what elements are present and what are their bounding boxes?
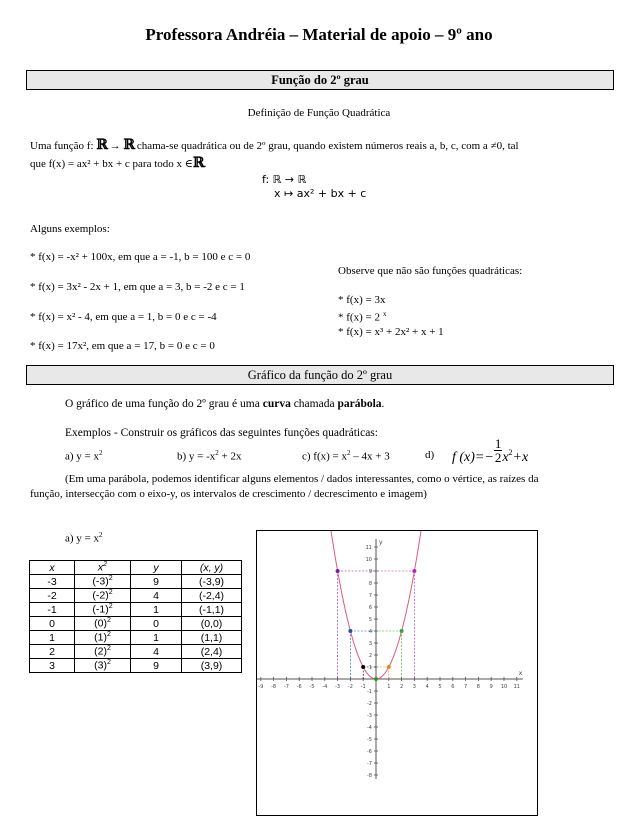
x-tick-label: 9 [489, 684, 493, 690]
table-cell: -2 [30, 589, 75, 603]
table-cell: $(0)^2$ [75, 617, 131, 631]
section-bar-funcao: Função do 2º grau [26, 70, 614, 90]
table-cell: -3 [30, 575, 75, 589]
observe-title: Observe que não são funções quadráticas: [338, 265, 523, 277]
x-tick-label: -3 [335, 684, 341, 690]
data-point [400, 629, 404, 633]
x-tick-label: 11 [513, 684, 520, 690]
page-title: Professora Andréia – Material de apoio – 9º ano [145, 25, 493, 44]
table-cell: $(3)^2$ [75, 659, 131, 673]
x-tick-label: -8 [271, 684, 277, 690]
table-cell: $(2)^2$ [75, 645, 131, 659]
table-row [30, 603, 242, 617]
parabola-graph [256, 530, 538, 816]
x-tick-label: 6 [451, 684, 455, 690]
y-axis-label: y [379, 539, 383, 546]
note-line-1: (Em uma parábola, podemos identificar alguns elementos / dados interessantes, como o vértice, as raízes da [65, 473, 539, 485]
x-tick-label: 5 [438, 684, 442, 690]
table-cell: $(-2)^2$ [75, 589, 131, 603]
table-header: y [131, 561, 182, 575]
definition-formula: f: ℝ → ℝ x ↦ ax² + bx + c [262, 173, 367, 200]
data-point [387, 665, 391, 669]
x-tick-label: -9 [258, 684, 264, 690]
table-cell: 4 [131, 645, 182, 659]
table-header: $x^2$ [75, 561, 131, 575]
y-tick-label: -8 [367, 773, 372, 779]
y-tick-label: 6 [368, 605, 372, 611]
x-tick-label: -2 [347, 684, 353, 690]
table-row [30, 631, 242, 645]
x-tick-label: 10 [500, 684, 508, 690]
y-tick-label: -3 [367, 713, 372, 719]
definition-subtitle: Definição de Função Quadrática [247, 107, 391, 119]
exercise-b: b) $y = -x^2 + 2x$ [177, 449, 242, 463]
graph-canvas [257, 531, 537, 815]
y-tick-label: 7 [368, 593, 372, 599]
table-cell: 0 [30, 617, 75, 631]
exercise-d-formula: f (x)=− $\frac{1}{2}$ x2+x [452, 436, 529, 465]
non-quadratic-2: * f(x) = 2 $^x$ [338, 310, 387, 324]
y-tick-label: 2 [368, 653, 372, 659]
x-tick-label: -5 [309, 684, 315, 690]
section-bar-grafico: Gráfico da função do 2º grau [26, 365, 614, 385]
x-tick-label: 2 [400, 684, 404, 690]
table-cell: $(-3)^2$ [75, 575, 131, 589]
y-tick-label: 10 [365, 557, 372, 563]
exercise-d-label: d) [425, 449, 435, 461]
table-row [30, 589, 242, 603]
definition-line-2: que f(x) = ax² + bx + c para todo x ∈ℝ. [30, 155, 207, 171]
note-line-2: função, intersecção com o eixo-y, os intervalos de crescimento / decrescimento e imagem) [30, 488, 427, 500]
table-cell: (2,4) [182, 645, 242, 659]
y-tick-label: -7 [367, 761, 372, 767]
data-point [374, 677, 378, 681]
x-tick-label: 3 [412, 684, 416, 690]
y-tick-label: 3 [368, 641, 372, 647]
example-1: * f(x) = -x² + 100x, em que a = -1, b = 100 e c = 0 [30, 251, 251, 263]
table-cell: 0 [131, 617, 182, 631]
y-tick-label: 11 [365, 545, 372, 551]
table-cell: (-3,9) [182, 575, 242, 589]
non-quadratic-3: * f(x) = x³ + 2x² + x + 1 [338, 326, 444, 338]
data-point [361, 665, 365, 669]
table-cell: 2 [30, 645, 75, 659]
data-point [412, 569, 416, 573]
x-tick-label: 4 [425, 684, 429, 690]
x-tick-label: 1 [387, 684, 391, 690]
y-tick-label: 1 [368, 665, 372, 671]
reals-symbol: ℝ [192, 155, 204, 171]
table-header: x [30, 561, 75, 575]
graph-intro-paragraph: O gráfico de uma função do 2º grau é uma curva chamada parábola. [65, 398, 385, 410]
x-tick-label: -6 [296, 684, 302, 690]
table-cell: 4 [131, 589, 182, 603]
y-tick-label: 9 [368, 569, 372, 575]
table-cell: -1 [30, 603, 75, 617]
table-cell: $(1)^2$ [75, 631, 131, 645]
subexercise-a: a) $y = x^2$ [65, 531, 103, 545]
table-cell: 3 [30, 659, 75, 673]
definition-line-1: Uma função f: ℝ → ℝ chama-se quadrática ou de 2º grau, quando existem números reais a, b, c, com a ≠0, tal [30, 137, 519, 153]
fraction-one-half: $\frac{1}{2}$ [494, 436, 502, 465]
table-cell: (0,0) [182, 617, 242, 631]
y-tick-label: -1 [367, 689, 372, 695]
examples-instruction: Exemplos - Construir os gráficos das seguintes funções quadráticas: [65, 427, 378, 439]
y-tick-label: 5 [368, 617, 372, 623]
arrow-symbol: → [109, 140, 121, 152]
y-tick-label: -4 [367, 725, 372, 731]
y-tick-label: -6 [367, 749, 372, 755]
table-cell: (1,1) [182, 631, 242, 645]
reals-symbol: ℝ [96, 137, 107, 153]
x-axis-label: x [518, 670, 523, 677]
x-tick-label: 7 [464, 684, 468, 690]
table-cell: 1 [30, 631, 75, 645]
table-cell: 1 [131, 603, 182, 617]
table-row [30, 645, 242, 659]
table-row [30, 617, 242, 631]
table-cell: (-2,4) [182, 589, 242, 603]
non-quadratic-1: * f(x) = 3x [338, 294, 386, 306]
example-4: * f(x) = 17x², em que a = 17, b = 0 e c = 0 [30, 340, 215, 352]
y-tick-label: 4 [368, 629, 372, 635]
x-tick-label: -4 [322, 684, 328, 690]
x-tick-label: -1 [360, 684, 366, 690]
table-cell: 1 [131, 631, 182, 645]
table-cell: 9 [131, 659, 182, 673]
table-row [30, 575, 242, 589]
table-cell: (3,9) [182, 659, 242, 673]
values-table [29, 560, 242, 673]
x-tick-label: 8 [476, 684, 480, 690]
table-cell: 9 [131, 575, 182, 589]
example-3: * f(x) = x² - 4, em que a = 1, b = 0 e c = -4 [30, 311, 217, 323]
data-point [348, 629, 352, 633]
y-tick-label: 8 [368, 581, 372, 587]
examples-title: Alguns exemplos: [30, 223, 110, 235]
exercise-a: a) $y = x^2$ [65, 449, 103, 463]
data-point [336, 569, 340, 573]
example-2: * f(x) = 3x² - 2x + 1, em que a = 3, b = -2 e c = 1 [30, 281, 245, 293]
table-cell: (-1,1) [182, 603, 242, 617]
y-tick-label: -5 [367, 737, 372, 743]
x-tick-label: -7 [283, 684, 289, 690]
exercise-c: c) $f(x) = x^2 - 4x + 3$ [302, 449, 390, 463]
table-cell: $(-1)^2$ [75, 603, 131, 617]
table-header-row [30, 561, 242, 575]
table-header: (x, y) [182, 561, 242, 575]
y-tick-label: -2 [367, 701, 372, 707]
reals-symbol: ℝ [123, 137, 135, 153]
table-row [30, 659, 242, 673]
